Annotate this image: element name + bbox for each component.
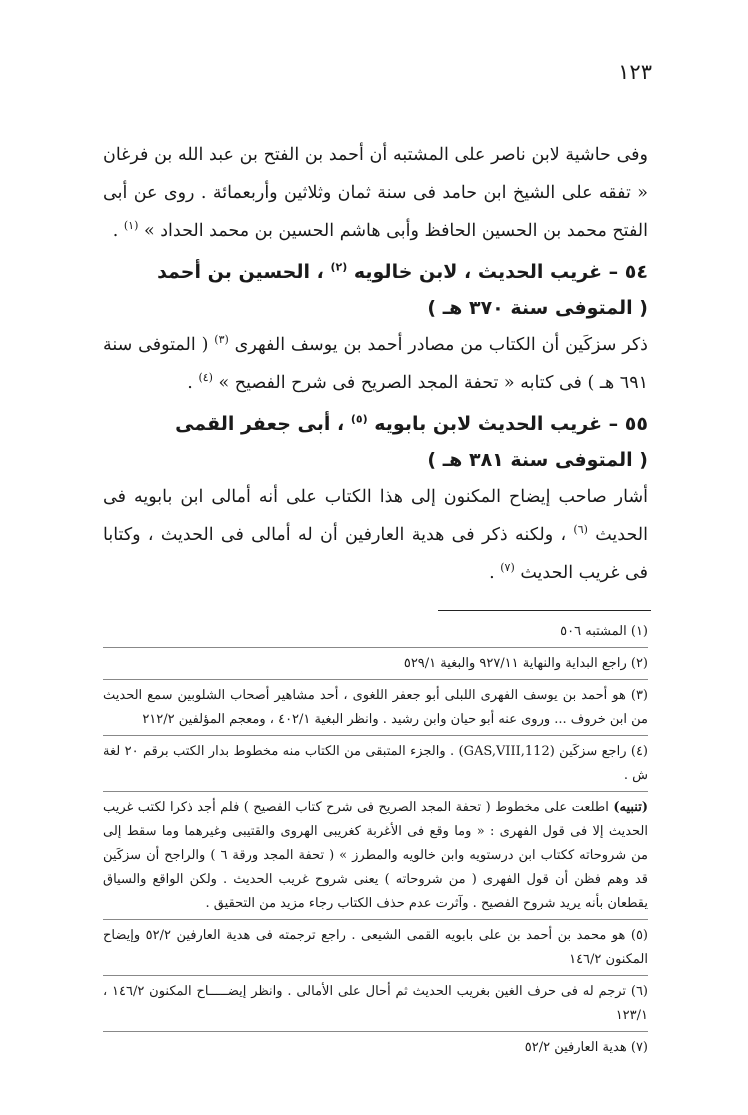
footnote-5: (٥) هو محمد بن أحمد بن على بابويه القمى الشيعى . راجع ترجمته فى هدية العارفين ٥٢/٢ وإيضاح المكنون ١٤٦/٢	[103, 928, 648, 967]
footnote-separator	[103, 975, 648, 976]
footnote-tanbih	[103, 796, 648, 916]
page-number: ١٢٣	[618, 60, 652, 84]
entry-54-text-a: ذكر سزكَين أن الكتاب من مصادر أحمد بن يوسف الفهرى	[234, 335, 648, 355]
paragraph-text: وفى حاشية لابن ناصر على المشتبه أن أحمد بن الفتح بن عبد الله بن فرغان « تفقه على الشيخ ابن حامد فى سنة ثمان وثلاثين وأربعمائة . روى عن أبى الفتح محمد بن الحسين الحافظ وأبى هاشم الحسين بن محمد الحداد »	[103, 145, 648, 241]
footnote-ref: (٤)	[198, 371, 213, 385]
tanbih-text: اطلعت على مخطوط ( تحفة المجد الصريح فى شرح كتاب الفصيح ) فلم أجد ذكرا لكتب غريب الحديث إلا فى قول الفهرى : « وما وقع فى الأغربة كغريبى الهروى والقتيبى وغيرهما وما سقط إلى من شروحاته ككتاب ابن درستويه وابن خالويه والمطرز » ( تحفة المجد ورقة ٦ ) والراجح أن سزكَين قد وهم فظن أن قول الفهرى ( من شروحاته ) يعنى شروح غريب الحديث . ولكن الواقع والسياق يقطعان بأنه يريد شروح الفصيح . وآثرت عدم حذف الكتاب رجاء مزيد من التحقيق .	[103, 800, 648, 911]
footnote-3: (٣) هو أحمد بن يوسف الفهرى اللبلى أبو جعفر اللغوى ، أحد مشاهير أصحاب الشلوبين سمع الحديث من ابن خروف ... وروى عنه أبو حيان وابن رشيد . وانظر البغية ٤٠٢/١ ، ومعجم المؤلفين ٢١٢/٢	[103, 688, 648, 727]
entry-55-title-author: ، أبى جعفر القمى	[175, 413, 345, 435]
footnote-separator	[103, 735, 648, 736]
entry-54-text-end: .	[187, 373, 199, 393]
footnote-1: (١) المشتبه ٥٠٦	[560, 624, 648, 639]
entry-55-subtitle: ( المتوفى سنة ٣٨١ هـ )	[427, 449, 648, 471]
entry-54-title	[103, 254, 648, 290]
entry-54-title-author: ، الحسين بن أحمد	[157, 261, 324, 283]
entry-55-text-b: ، ولكنه ذكر فى هدية العارفين أن له أمالى فى الحديث ، وكتابا فى غريب الحديث	[103, 525, 648, 583]
paragraph-end: .	[112, 221, 124, 241]
entry-54-subtitle: ( المتوفى سنة ٣٧٠ هـ )	[427, 297, 648, 319]
footnote-ref: (٢)	[330, 260, 348, 274]
entry-55-title-main: ٥٥ – غريب الحديث لابن بابويه	[374, 413, 648, 435]
footnote-separator	[103, 647, 648, 648]
main-text	[103, 136, 648, 592]
footnote-2: (٢) راجع البداية والنهاية ٩٢٧/١١ والبغية ٥٢٩/١	[403, 656, 648, 671]
entry-55-text	[103, 478, 648, 592]
footnote-7: (٧) هدية العارفين ٥٢/٢	[524, 1040, 648, 1055]
entry-54-text-b: ( المتوفى سنة ٦٩١ هـ ) فى كتابه « تحفة المجد الصريح فى شرح الفصيح »	[103, 335, 648, 393]
footnote-ref: (٥)	[350, 412, 368, 426]
tanbih-label: (تنبيه)	[613, 800, 648, 815]
footnote-separator	[103, 1031, 648, 1032]
footnote-ref: (٦)	[573, 523, 588, 537]
footnote-4: (٤) راجع سزكَين (GAS,VIII,112) . والجزء المتبقى من الكتاب منه مخطوط بدار الكتب برقم ٢٠ لغة ش .	[103, 744, 648, 783]
footnotes	[103, 620, 648, 1063]
footnote-divider	[438, 610, 651, 611]
entry-55-text-end: .	[489, 563, 501, 583]
footnote-ref: (١)	[123, 219, 139, 233]
footnote-ref: (٧)	[500, 561, 515, 575]
entry-55-title	[103, 406, 648, 442]
footnote-separator	[103, 791, 648, 792]
entry-54-title-main: ٥٤ – غريب الحديث ، لابن خالويه	[353, 261, 648, 283]
footnote-separator	[103, 919, 648, 920]
entry-55-text-a: أشار صاحب إيضاح المكنون إلى هذا الكتاب على أنه أمالى ابن بابويه فى الحديث	[103, 487, 648, 545]
footnote-separator	[103, 679, 648, 680]
footnote-ref: (٣)	[214, 333, 229, 347]
paragraph-ibn-fath	[103, 136, 648, 250]
footnote-6: (٦) ترجم له فى حرف الغين بغريب الحديث ثم أحال على الأمالى . وانظر إيضـــــاح المكنون ١٤٦/٢ ، ١٢٣/١	[103, 984, 648, 1023]
entry-54-text	[103, 326, 648, 402]
